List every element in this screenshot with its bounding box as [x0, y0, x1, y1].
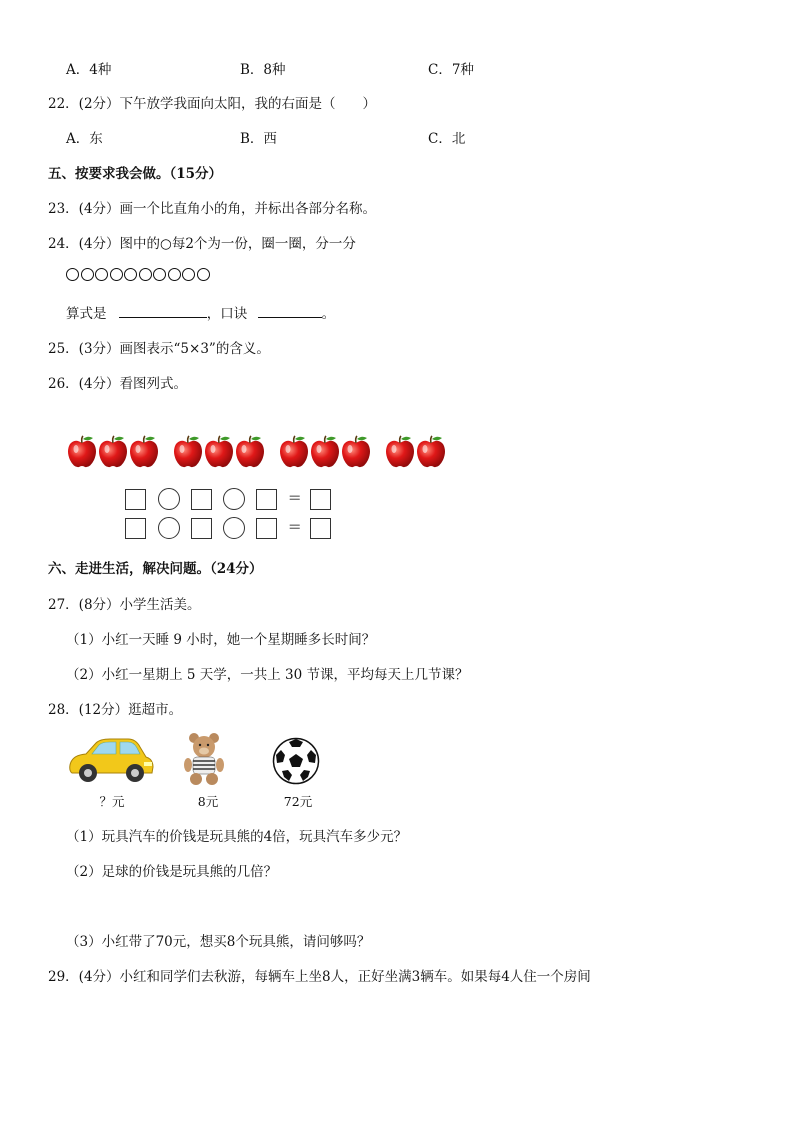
car-price: ？元: [99, 794, 125, 809]
apple-icon: [310, 435, 340, 469]
q21-option-b: B．8种: [240, 62, 286, 78]
soccer-ball-image: [272, 737, 320, 785]
teddy-bear-image: [183, 732, 225, 786]
section6-heading: 六、走进生活，解决问题。（24分）: [48, 561, 263, 577]
q27-sub2: （2）小红一星期上 5 天学，一共上 30 节课，平均每天上几节课？: [66, 667, 469, 683]
apple-icon: [385, 435, 415, 469]
q28-sub1: （1）玩具汽车的价钱是玩具熊的4倍，玩具汽车多少元？: [66, 829, 408, 845]
answer-box[interactable]: [310, 518, 331, 539]
operator-circle[interactable]: [223, 488, 245, 510]
operator-circle[interactable]: [158, 517, 180, 539]
apple-icon: [279, 435, 309, 469]
apple-icon: [204, 435, 234, 469]
q29-text: 29．(4分）小红和同学们去秋游，每辆车上坐8人，正好坐满3辆车。如果每4人住一个房间: [48, 969, 591, 985]
q28-sub2: （2）足球的价钱是玩具熊的几倍？: [66, 864, 278, 880]
ball-price: 72元: [283, 794, 313, 809]
q21-option-a: A．4种: [66, 62, 112, 78]
answer-box[interactable]: [310, 489, 331, 510]
apple-icon: [235, 435, 265, 469]
q27-text: 27．(8分）小学生活美。: [48, 597, 201, 613]
q24-circles: [66, 266, 211, 282]
q26-text: 26．(4分）看图列式。: [48, 376, 188, 392]
apple-icon: [98, 435, 128, 469]
operator-circle[interactable]: [158, 488, 180, 510]
equals-sign: =: [288, 517, 302, 536]
apple-icon: [341, 435, 371, 469]
equals-sign: =: [288, 488, 302, 507]
circle-icon: [110, 268, 123, 281]
formula-blank[interactable]: [119, 303, 207, 318]
circle-icon: [95, 268, 108, 281]
period: 。: [321, 306, 336, 322]
apple-icon: [129, 435, 159, 469]
q23-text: 23．(4分）画一个比直角小的角，并标出各部分名称。: [48, 201, 377, 217]
circle-icon: [66, 268, 79, 281]
circle-icon: [153, 268, 166, 281]
apple-icon: [173, 435, 203, 469]
bear-price: 8元: [197, 794, 219, 809]
q25-text: 25．(3分）画图表示“5×3”的含义。: [48, 341, 270, 357]
circle-icon: [139, 268, 152, 281]
q22-text: 22．(2分）下午放学我面向太阳，我的右面是（ ）: [48, 96, 377, 112]
toy-car-image: [66, 735, 156, 785]
circle-icon: [168, 268, 181, 281]
q28-sub3: （3）小红带了70元，想买8个玩具熊，请问够吗？: [66, 934, 371, 950]
answer-box[interactable]: [191, 518, 212, 539]
operator-circle[interactable]: [223, 517, 245, 539]
circle-icon: [124, 268, 137, 281]
answer-box[interactable]: [256, 518, 277, 539]
q21-option-c: C．7种: [428, 62, 474, 78]
q22-option-a: A．东: [66, 131, 103, 147]
q24-answer-line: [66, 302, 335, 322]
apple-icon: [67, 435, 97, 469]
answer-box[interactable]: [125, 489, 146, 510]
q27-sub1: （1）小红一天睡 9 小时，她一个星期睡多长时间？: [66, 632, 376, 648]
circle-icon: [81, 268, 94, 281]
answer-box[interactable]: [256, 489, 277, 510]
formula-label: 算式是: [66, 306, 107, 322]
circle-icon: [182, 268, 195, 281]
koujue-label: ，口诀: [206, 306, 248, 322]
q22-option-c: C．北: [428, 131, 466, 147]
q22-option-b: B．西: [240, 131, 277, 147]
q24-text: 24．(4分）图中的○每2个为一份，圈一圈，分一分: [48, 236, 356, 252]
koujue-blank[interactable]: [258, 303, 322, 318]
apple-icon: [416, 435, 446, 469]
answer-box[interactable]: [191, 489, 212, 510]
answer-box[interactable]: [125, 518, 146, 539]
circle-icon: [197, 268, 210, 281]
section5-heading: 五、按要求我会做。（15分）: [48, 166, 223, 182]
q28-text: 28．(12分）逛超市。: [48, 702, 183, 718]
